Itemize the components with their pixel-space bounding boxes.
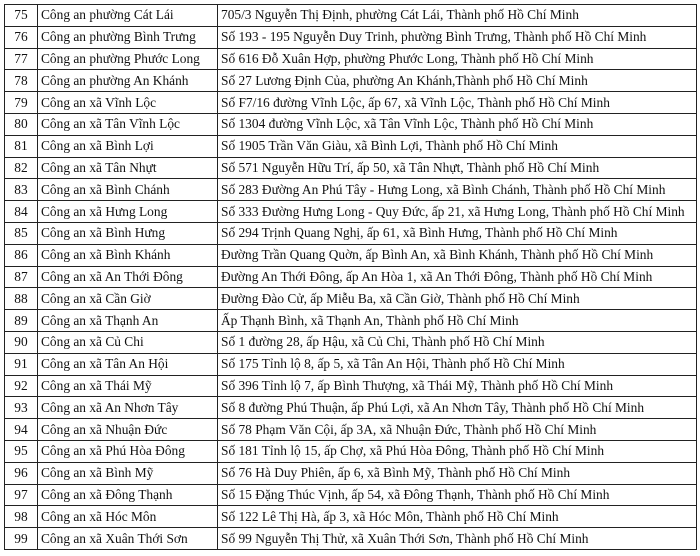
table-row	[5, 244, 697, 266]
station-name: Công an xã Hóc Môn	[38, 506, 218, 528]
table-row	[5, 92, 697, 114]
station-name: Công an xã An Nhơn Tây	[38, 397, 218, 419]
station-address: Số 1304 đường Vĩnh Lộc, xã Tân Vĩnh Lộc, Thành phố Hồ Chí Minh	[218, 113, 697, 135]
table-row	[5, 288, 697, 310]
document-page	[4, 4, 700, 552]
row-number: 77	[5, 48, 38, 70]
station-name: Công an xã Tân Nhựt	[38, 157, 218, 179]
station-address: Số 122 Lê Thị Hà, ấp 3, xã Hóc Môn, Thành phố Hồ Chí Minh	[218, 506, 697, 528]
table-row	[5, 266, 697, 288]
station-address: Số 1905 Trần Văn Giàu, xã Bình Lợi, Thành phố Hồ Chí Minh	[218, 135, 697, 157]
row-number: 79	[5, 92, 38, 114]
table-row	[5, 48, 697, 70]
station-address: Số 193 - 195 Nguyễn Duy Trinh, phường Bình Trưng, Thành phố Hồ Chí Minh	[218, 26, 697, 48]
station-address: Số 616 Đỗ Xuân Hợp, phường Phước Long, Thành phố Hồ Chí Minh	[218, 48, 697, 70]
station-address: Đường Trần Quang Quờn, ấp Bình An, xã Bình Khánh, Thành phố Hồ Chí Minh	[218, 244, 697, 266]
table-row	[5, 528, 697, 550]
table-body	[5, 5, 697, 550]
table-row	[5, 5, 697, 27]
row-number: 82	[5, 157, 38, 179]
station-address: Đường An Thới Đông, ấp An Hòa 1, xã An Thới Đông, Thành phố Hồ Chí Minh	[218, 266, 697, 288]
row-number: 96	[5, 462, 38, 484]
row-number: 88	[5, 288, 38, 310]
table-row	[5, 440, 697, 462]
station-name: Công an xã Tân Vĩnh Lộc	[38, 113, 218, 135]
row-number: 97	[5, 484, 38, 506]
row-number: 81	[5, 135, 38, 157]
table-row	[5, 310, 697, 332]
table-row	[5, 462, 697, 484]
row-number: 94	[5, 419, 38, 441]
station-address: Số 181 Tỉnh lộ 15, ấp Chợ, xã Phú Hòa Đông, Thành phố Hồ Chí Minh	[218, 440, 697, 462]
table-row	[5, 331, 697, 353]
station-name: Công an xã Xuân Thới Sơn	[38, 528, 218, 550]
row-number: 87	[5, 266, 38, 288]
row-number: 99	[5, 528, 38, 550]
station-address: Số 27 Lương Định Của, phường An Khánh,Thành phố Hồ Chí Minh	[218, 70, 697, 92]
table-row	[5, 157, 697, 179]
station-name: Công an xã Củ Chi	[38, 331, 218, 353]
station-address: 705/3 Nguyễn Thị Định, phường Cát Lái, Thành phố Hồ Chí Minh	[218, 5, 697, 27]
station-name: Công an xã Nhuận Đức	[38, 419, 218, 441]
station-address: Số 396 Tỉnh lộ 7, ấp Bình Thượng, xã Thái Mỹ, Thành phố Hồ Chí Minh	[218, 375, 697, 397]
station-address: Số 76 Hà Duy Phiên, ấp 6, xã Bình Mỹ, Thành phố Hồ Chí Minh	[218, 462, 697, 484]
station-name: Công an xã An Thới Đông	[38, 266, 218, 288]
row-number: 86	[5, 244, 38, 266]
station-name: Công an xã Bình Chánh	[38, 179, 218, 201]
table-row	[5, 222, 697, 244]
station-name: Công an phường Bình Trưng	[38, 26, 218, 48]
station-name: Công an xã Bình Mỹ	[38, 462, 218, 484]
row-number: 91	[5, 353, 38, 375]
table-row	[5, 70, 697, 92]
station-name: Công an phường Phước Long	[38, 48, 218, 70]
station-name: Công an xã Đông Thạnh	[38, 484, 218, 506]
table-row	[5, 484, 697, 506]
station-address: Số 78 Phạm Văn Cội, ấp 3A, xã Nhuận Đức, Thành phố Hồ Chí Minh	[218, 419, 697, 441]
station-address: Số 175 Tỉnh lộ 8, ấp 5, xã Tân An Hội, Thành phố Hồ Chí Minh	[218, 353, 697, 375]
station-name: Công an xã Thái Mỹ	[38, 375, 218, 397]
row-number: 89	[5, 310, 38, 332]
table-row	[5, 419, 697, 441]
table-row	[5, 179, 697, 201]
row-number: 83	[5, 179, 38, 201]
station-name: Công an xã Hưng Long	[38, 201, 218, 223]
row-number: 92	[5, 375, 38, 397]
station-name: Công an xã Bình Khánh	[38, 244, 218, 266]
row-number: 76	[5, 26, 38, 48]
station-address: Số 294 Trịnh Quang Nghị, ấp 61, xã Bình Hưng, Thành phố Hồ Chí Minh	[218, 222, 697, 244]
row-number: 98	[5, 506, 38, 528]
station-name: Công an xã Vĩnh Lộc	[38, 92, 218, 114]
station-address: Số 333 Đường Hưng Long - Quy Đức, ấp 21, xã Hưng Long, Thành phố Hồ Chí Minh	[218, 201, 697, 223]
table-row	[5, 26, 697, 48]
station-name: Công an xã Phú Hòa Đông	[38, 440, 218, 462]
station-name: Công an xã Cần Giờ	[38, 288, 218, 310]
station-name: Công an xã Bình Hưng	[38, 222, 218, 244]
row-number: 84	[5, 201, 38, 223]
station-address: Số 571 Nguyễn Hữu Trí, ấp 50, xã Tân Nhựt, Thành phố Hồ Chí Minh	[218, 157, 697, 179]
station-name: Công an xã Bình Lợi	[38, 135, 218, 157]
station-address: Đường Đào Cử, ấp Miễu Ba, xã Cần Giờ, Thành phố Hồ Chí Minh	[218, 288, 697, 310]
station-address: Số F7/16 đường Vĩnh Lộc, ấp 67, xã Vĩnh Lộc, Thành phố Hồ Chí Minh	[218, 92, 697, 114]
table-row	[5, 506, 697, 528]
station-name: Công an phường Cát Lái	[38, 5, 218, 27]
station-name: Công an xã Thạnh An	[38, 310, 218, 332]
police-stations-table	[4, 4, 697, 550]
station-address: Số 15 Đặng Thúc Vịnh, ấp 54, xã Đông Thạnh, Thành phố Hồ Chí Minh	[218, 484, 697, 506]
station-address: Số 8 đường Phú Thuận, ấp Phú Lợi, xã An Nhơn Tây, Thành phố Hồ Chí Minh	[218, 397, 697, 419]
row-number: 78	[5, 70, 38, 92]
row-number: 95	[5, 440, 38, 462]
row-number: 90	[5, 331, 38, 353]
station-address: Ấp Thạnh Bình, xã Thạnh An, Thành phố Hồ Chí Minh	[218, 310, 697, 332]
row-number: 85	[5, 222, 38, 244]
row-number: 80	[5, 113, 38, 135]
table-row	[5, 113, 697, 135]
table-row	[5, 397, 697, 419]
station-address: Số 99 Nguyễn Thị Thử, xã Xuân Thới Sơn, Thành phố Hồ Chí Minh	[218, 528, 697, 550]
station-name: Công an phường An Khánh	[38, 70, 218, 92]
table-row	[5, 135, 697, 157]
table-row	[5, 201, 697, 223]
table-row	[5, 353, 697, 375]
row-number: 93	[5, 397, 38, 419]
station-address: Số 1 đường 28, ấp Hậu, xã Củ Chi, Thành phố Hồ Chí Minh	[218, 331, 697, 353]
row-number: 75	[5, 5, 38, 27]
station-name: Công an xã Tân An Hội	[38, 353, 218, 375]
table-row	[5, 375, 697, 397]
station-address: Số 283 Đường An Phú Tây - Hưng Long, xã Bình Chánh, Thành phố Hồ Chí Minh	[218, 179, 697, 201]
